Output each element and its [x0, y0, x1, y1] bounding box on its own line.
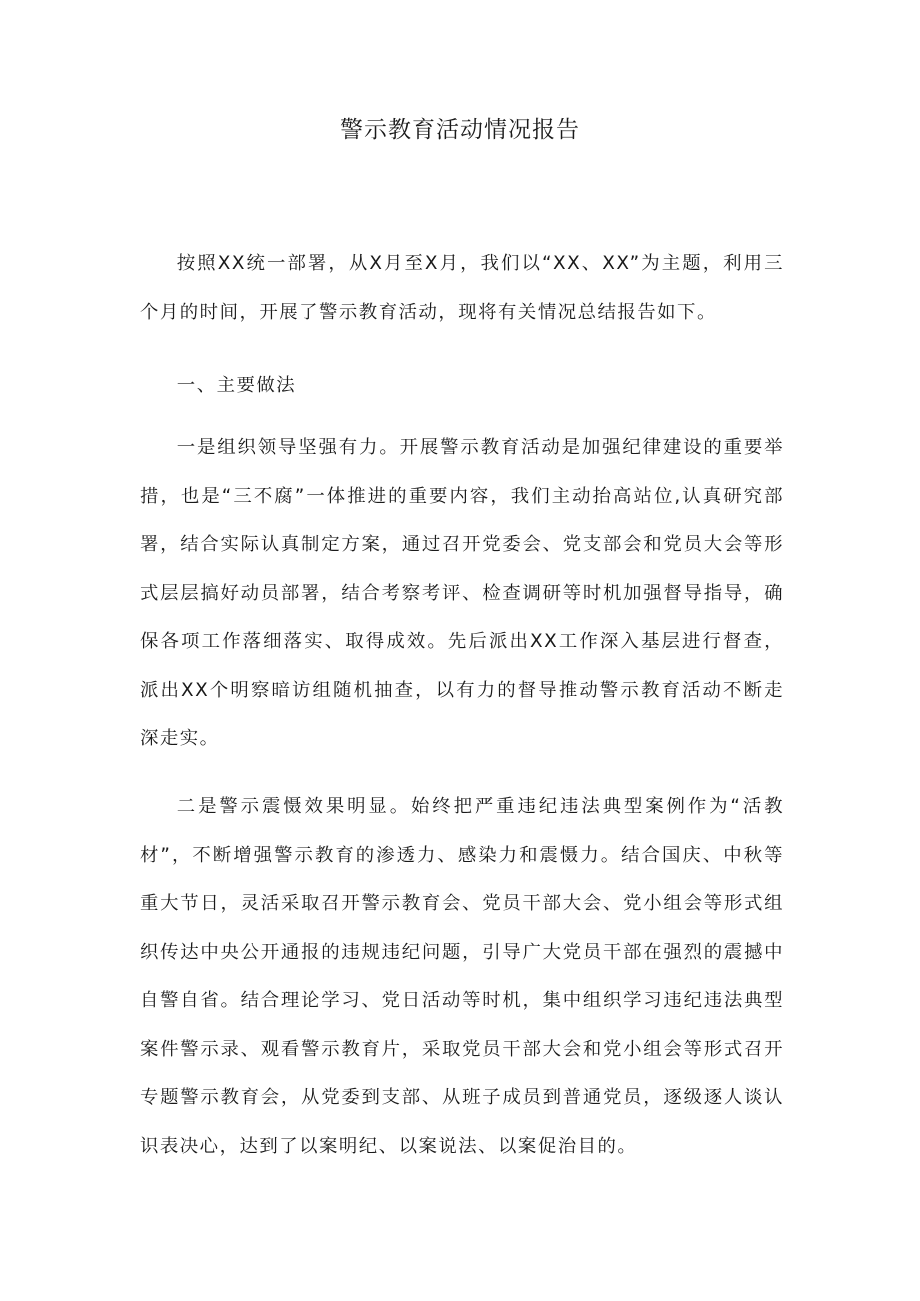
paragraph-point-one: 一是组织领导坚强有力。开展警示教育活动是加强纪律建设的重要举措，也是“三不腐”一体推进的重要内容，我们主动抬高站位,认真研究部署，结合实际认真制定方案，通过召开党委会、党支部会和党员大会等形式层层搞好动员部署，结合考察考评、检查调研等时机加强督导指导，确保各项工作落细落实、取得成效。先后派出XX工作深入基层进行督查，派出XX个明察暗访组随机抽查，以有力的督导推动警示教育活动不断走深走实。 [140, 437, 784, 749]
document-title: 警示教育活动情况报告 [340, 117, 580, 143]
intro-paragraph: 按照XX统一部署，从X月至X月，我们以“XX、XX”为主题，利用三个月的时间，开展了警示教育活动，现将有关情况总结报告如下。 [140, 253, 784, 323]
paragraph-point-two: 二是警示震慑效果明显。始终把严重违纪违法典型案例作为“活教材”，不断增强警示教育的渗透力、感染力和震慑力。结合国庆、中秋等重大节日，灵活采取召开警示教育会、党员干部大会、党小组会等形式组织传达中央公开通报的违规违纪问题，引导广大党员干部在强烈的震撼中自警自省。结合理论学习、党日活动等时机，集中组织学习违纪违法典型案件警示录、观看警示教育片，采取党员干部大会和党小组会等形式召开专题警示教育会，从党委到支部、从班子成员到普通党员，逐级逐人谈认识表决心，达到了以案明纪、以案说法、以案促治目的。 [140, 796, 784, 1157]
section-heading: 一、主要做法 [176, 375, 297, 396]
